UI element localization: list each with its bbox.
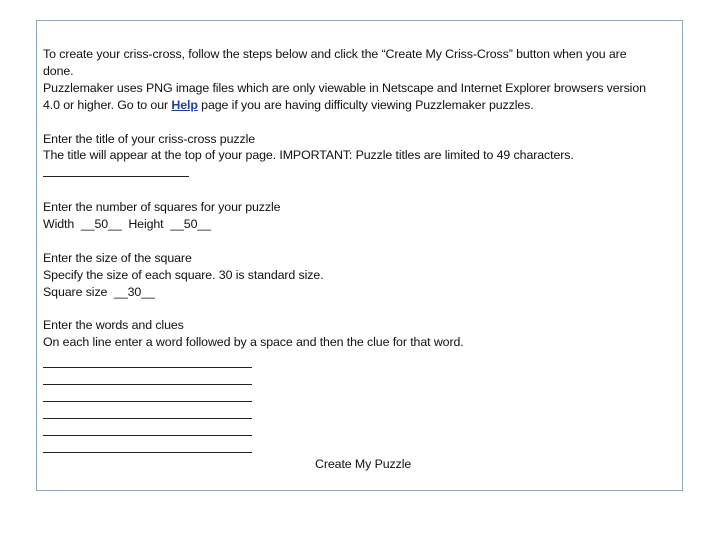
- word-clue-line[interactable]: [43, 436, 252, 453]
- height-label: Height: [128, 217, 164, 232]
- word-clue-line[interactable]: [43, 385, 252, 402]
- title-note: The title will appear at the top of your page. IMPORTANT: Puzzle titles are limited to 49 characters.: [43, 148, 574, 163]
- intro-line-4-suffix: page if you are having difficulty viewing Puzzlemaker puzzles.: [197, 97, 534, 112]
- squares-heading: Enter the number of squares for your puzzle: [43, 200, 281, 215]
- words-heading: Enter the words and clues: [43, 318, 184, 333]
- puzzle-form: [43, 46, 683, 470]
- size-label: Square size: [43, 284, 108, 299]
- squares-row: [43, 216, 683, 233]
- size-note: Specify the size of each square. 30 is standard size.: [43, 267, 324, 282]
- size-row: [43, 284, 683, 301]
- words-note: On each line enter a word followed by a space and then the clue for that word.: [43, 335, 464, 350]
- intro-line-1: To create your criss-cross, follow the steps below and click the “Create My Criss-Cross” button when you are: [43, 47, 627, 61]
- intro-line-3: Puzzlemaker uses PNG image files which are only viewable in Netscape and Internet Explorer browsers version: [43, 80, 646, 95]
- word-clue-line[interactable]: [43, 402, 252, 419]
- intro-line-4: [43, 97, 683, 114]
- size-heading: Enter the size of the square: [43, 250, 192, 265]
- create-my-puzzle-button[interactable]: Create My Puzzle: [315, 457, 412, 472]
- word-clue-line[interactable]: [43, 351, 252, 368]
- intro-line-4-prefix: 4.0 or higher. Go to our: [43, 97, 172, 112]
- intro-line-2: done.: [43, 63, 74, 78]
- width-input[interactable]: __50__: [80, 217, 122, 232]
- help-link[interactable]: Help: [171, 97, 198, 112]
- title-heading: Enter the title of your criss-cross puzzle: [43, 131, 256, 146]
- title-input[interactable]: [43, 164, 189, 177]
- words-input-area[interactable]: [43, 351, 683, 453]
- height-input[interactable]: __50__: [170, 217, 211, 232]
- size-input[interactable]: __30__: [114, 284, 155, 299]
- width-label: Width: [43, 217, 75, 232]
- word-clue-line[interactable]: [43, 419, 252, 436]
- word-clue-line[interactable]: [43, 368, 252, 385]
